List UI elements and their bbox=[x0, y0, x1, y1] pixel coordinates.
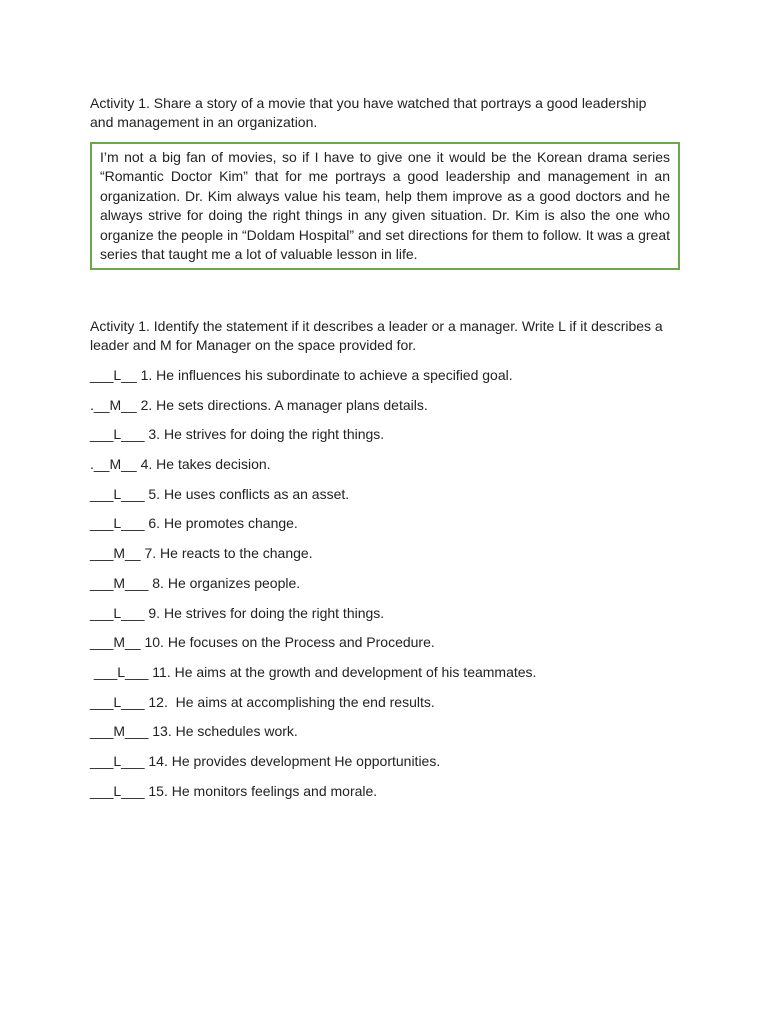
statement-item: ___L___ 9. He strives for doing the right things. bbox=[90, 604, 385, 621]
statement-item: ___M___ 8. He organizes people. bbox=[90, 574, 301, 591]
statement-item: ___L___ 6. He promotes change. bbox=[90, 515, 298, 532]
statement-item: ___M__ 7. He reacts to the change. bbox=[90, 545, 313, 562]
statement-item: ___M___ 13. He schedules work. bbox=[90, 723, 298, 740]
statement-list bbox=[90, 366, 536, 811]
activity-one-answer-box: I’m not a big fan of movies, so if I have to give one it would be the Korean drama series “Romantic Doctor Kim” that for me portrays a good leadership and management in an organization. Dr. Kim always value his team, help them improve as a good doctors and he always strive for doing the right things in any given situation. Dr. Kim is also the one who organize the people in “Doldam Hospital” and set directions for them to follow. It was a great series that taught me a lot of valuable lesson in life. bbox=[90, 142, 680, 270]
statement-item: ___L___ 11. He aims at the growth and development of his teammates. bbox=[90, 663, 537, 680]
statement-item: ___L__ 1. He influences his subordinate to achieve a specified goal. bbox=[90, 367, 513, 383]
statement-item: .__M__ 2. He sets directions. A manager plans details. bbox=[90, 396, 428, 413]
activity-one-heading: Activity 1. Share a story of a movie that you have watched that portrays a good leadership and management in an organization. bbox=[90, 95, 647, 130]
statement-item: ___L___ 5. He uses conflicts as an asset. bbox=[90, 485, 350, 502]
statement-item: ___L___ 3. He strives for doing the right things. bbox=[90, 426, 385, 443]
statement-item: ___M__ 10. He focuses on the Process and Procedure. bbox=[90, 634, 435, 651]
statement-item: ___L___ 12. He aims at accomplishing the end results. bbox=[90, 693, 435, 710]
statement-item: .__M__ 4. He takes decision. bbox=[90, 456, 271, 473]
statement-item: ___L___ 14. He provides development He opportunities. bbox=[90, 752, 441, 769]
activity-two-heading: Activity 1. Identify the statement if it describes a leader or a manager. Write L if it describes a leader and M for Manager on the space provided for. bbox=[90, 318, 663, 353]
statement-item: ___L___ 15. He monitors feelings and morale. bbox=[90, 782, 378, 799]
